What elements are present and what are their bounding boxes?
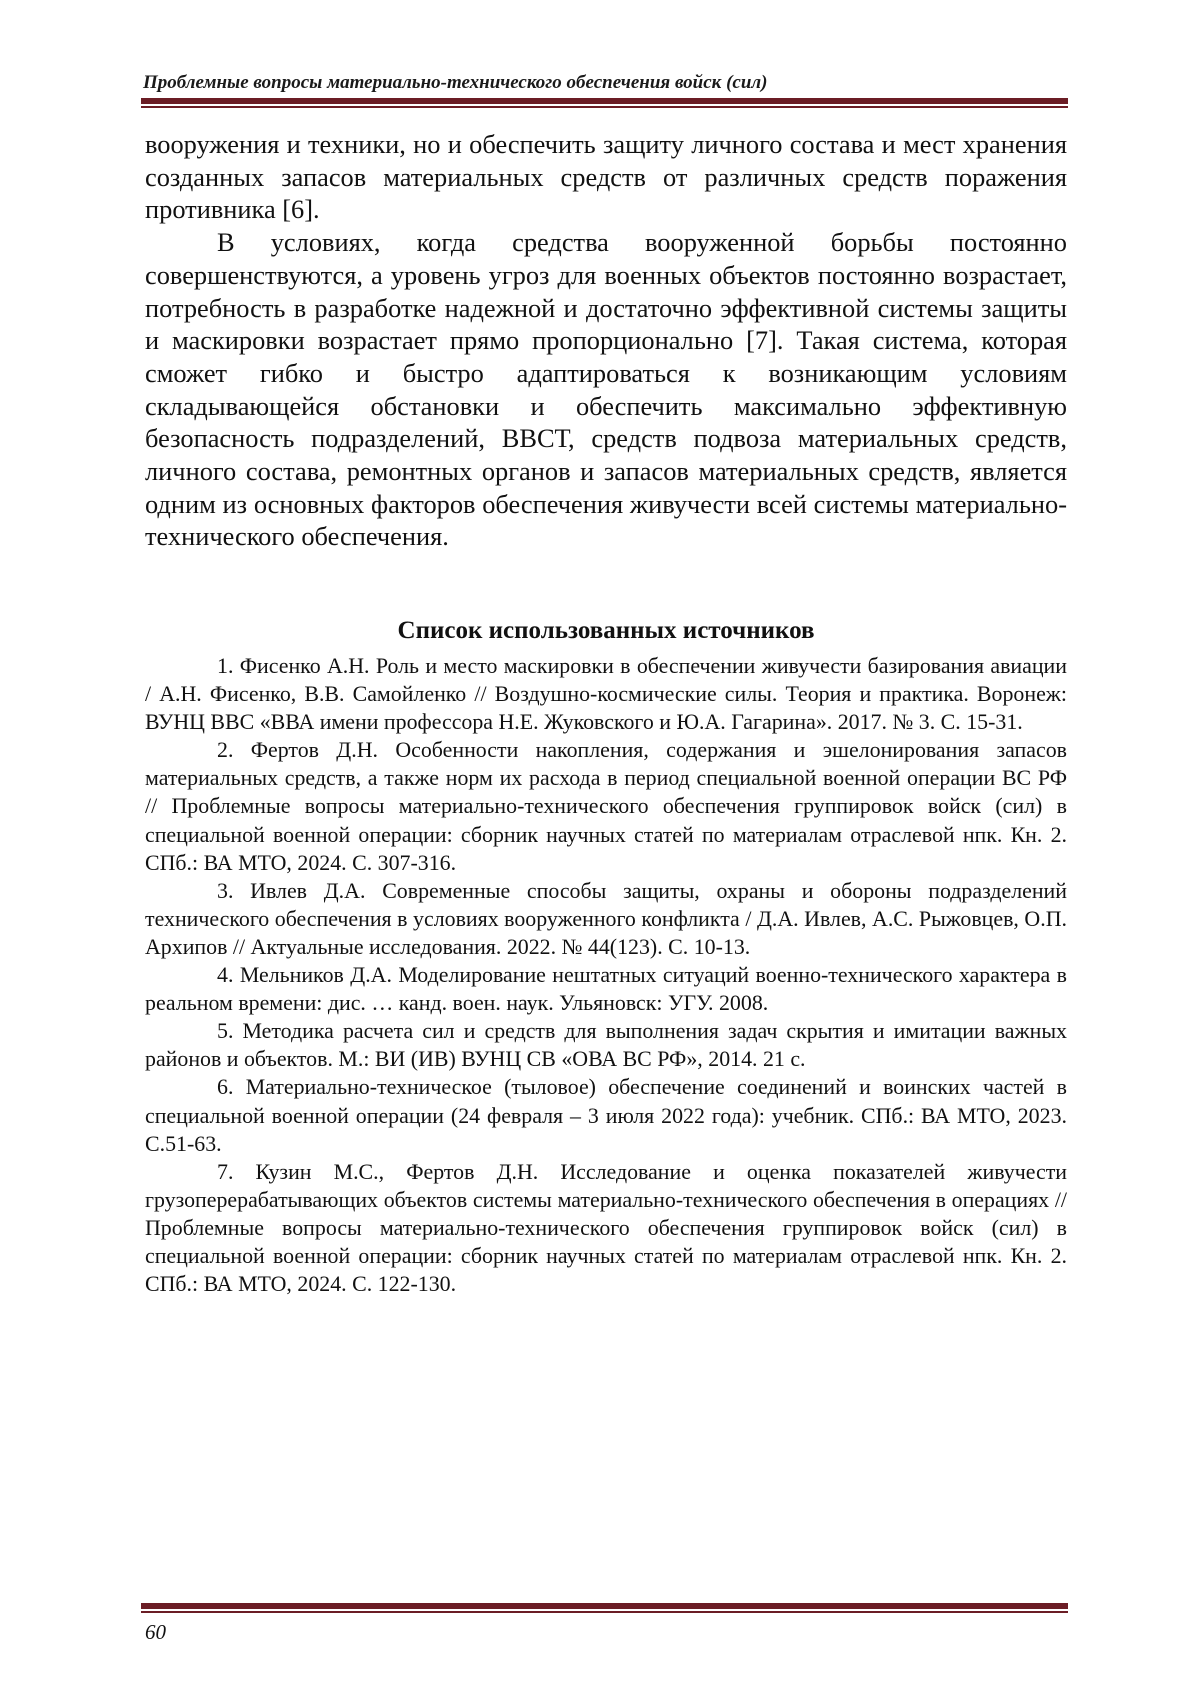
reference-item: 4. Мельников Д.А. Моделирование нештатных ситуаций военно-технического характера в реальном времени: дис. … канд. воен. наук. Ульяновск: УГУ. 2008.: [145, 962, 1067, 1016]
reference-item: 6. Материально-техническое (тыловое) обеспечение соединений и воинских частей в специальной военной операции (24 февраля – 3 июля 2022 года): учебник. СПб.: ВА МТО, 2023. С.51-63.: [145, 1074, 1067, 1156]
header-rule: [141, 98, 1068, 108]
reference-item: 3. Ивлев Д.А. Современные способы защиты, охраны и обороны подразделений технического обеспечения в условиях вооруженного конфликта / Д.А. Ивлев, А.С. Рыжовцев, О.П. Архипов // Актуальные исследования. 2022. № 44(123). С. 10-13.: [145, 877, 1067, 959]
references-list: [145, 652, 1067, 1298]
references-heading: Список использованных источников: [397, 617, 815, 644]
body-text: [145, 128, 1067, 553]
reference-item: 7. Кузин М.С., Фертов Д.Н. Исследование и оценка показателей живучести грузоперерабатывающих объектов системы материально-технического обеспечения в операциях // Проблемные вопросы материально-технического обеспечения группировок войск (сил) в специальной военной операции: сборник научных статей по материалам отраслевой нпк. Кн. 2. СПб.: ВА МТО, 2024. С. 122-130.: [145, 1158, 1067, 1297]
reference-item: 2. Фертов Д.Н. Особенности накопления, содержания и эшелонирования запасов материальных средств, а также норм их расхода в период специальной военной операции ВС РФ // Проблемные вопросы материально-технического обеспечения группировок войск (сил) в специальной военной операции: сборник научных статей по материалам отраслевой нпк. Кн. 2. СПб.: ВА МТО, 2024. С. 307-316.: [145, 737, 1067, 875]
reference-item: 5. Методика расчета сил и средств для выполнения задач скрытия и имитации важных районов и объектов. М.: ВИ (ИВ) ВУНЦ СВ «ОВА ВС РФ», 2014. 21 с.: [145, 1018, 1067, 1072]
footer-rule: [141, 1603, 1068, 1613]
page-number: 60: [145, 1620, 166, 1644]
paragraph: вооружения и техники, но и обеспечить защиту личного состава и мест хранения созданных запасов материальных средств от различных средств поражения противника [6].: [145, 129, 1067, 225]
reference-item: 1. Фисенко А.Н. Роль и место маскировки в обеспечении живучести базирования авиации / А.Н. Фисенко, В.В. Самойленко // Воздушно-космические силы. Теория и практика. Воронеж: ВУНЦ ВВС «ВВА имени профессора Н.Е. Жуковского и Ю.А. Гагарина». 2017. № 3. С. 15-31.: [145, 653, 1067, 735]
paragraph: В условиях, когда средства вооруженной борьбы постоянно совершенствуются, а уровень угроз для военных объектов постоянно возрастает, потребность в разработке надежной и достаточно эффективной системы защиты и маскировки возрастает прямо пропорционально [7]. Такая система, которая сможет гибко и быстро адаптироваться к возникающим условиям складывающейся обстановки и обеспечить максимально эффективную безопасность подразделений, ВВСТ, средств подвоза материальных средств, личного состава, ремонтных органов и запасов материальных средств, является одним из основных факторов обеспечения живучести всей системы материально-технического обеспечения.: [145, 227, 1067, 552]
running-header: Проблемные вопросы материально-технического обеспечения войск (сил): [143, 72, 768, 93]
